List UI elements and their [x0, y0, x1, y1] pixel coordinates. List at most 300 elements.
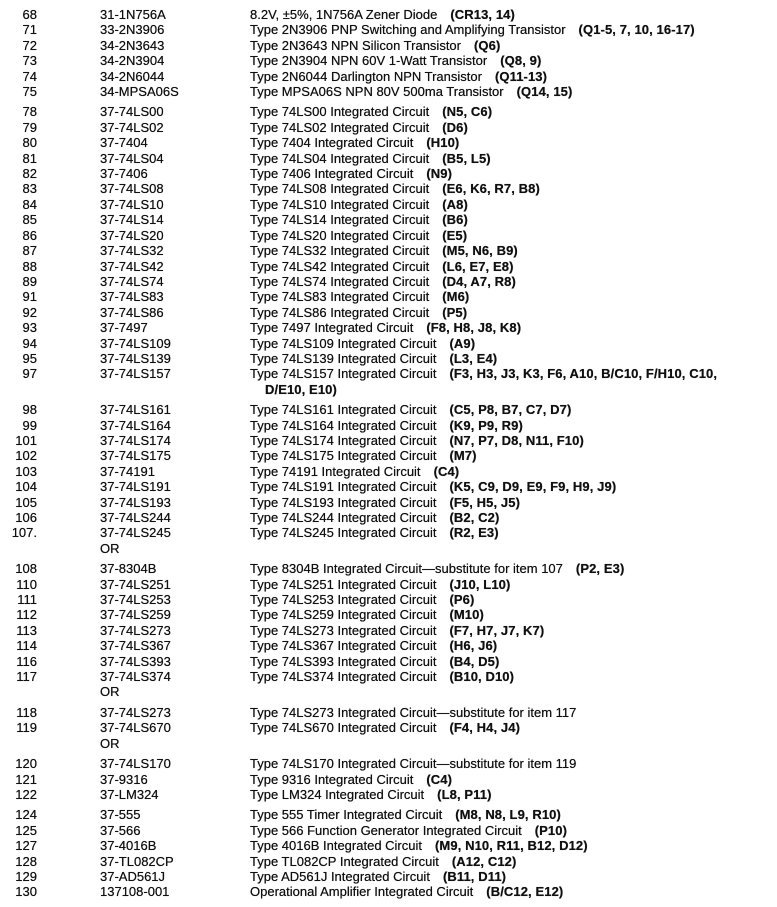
- table-row: [0, 884, 777, 899]
- part-number: 37-4016B: [100, 838, 157, 854]
- circuit-locations: (C4): [433, 463, 460, 479]
- circuit-locations: (F8, H8, J8, K8): [426, 320, 522, 336]
- part-number: 37-74LS74: [100, 273, 164, 289]
- table-row: [0, 351, 777, 366]
- table-row: [0, 320, 777, 335]
- description-text: Type 74LS00 Integrated Circuit: [250, 104, 430, 120]
- description-text: Type 7404 Integrated Circuit: [250, 135, 414, 151]
- circuit-locations: (B10, D10): [449, 669, 515, 685]
- circuit-locations: (L8, P11): [437, 786, 492, 802]
- circuit-locations: (P10): [534, 822, 568, 838]
- part-number: OR: [100, 684, 120, 700]
- circuit-locations: (M10): [449, 607, 484, 623]
- table-row: [0, 274, 777, 289]
- item-number: 121: [15, 771, 37, 787]
- circuit-locations: (D4, A7, R8): [442, 273, 516, 289]
- item-number: 97: [22, 366, 37, 382]
- description: [250, 787, 777, 802]
- part-number: 37-8304B: [100, 561, 157, 577]
- table-row: [0, 305, 777, 320]
- description-text: Type 74LS191 Integrated Circuit: [250, 479, 437, 495]
- description: [250, 479, 777, 494]
- table-row: [0, 166, 777, 181]
- circuit-locations: (L6, E7, E8): [442, 258, 514, 274]
- circuit-locations: (M6): [442, 289, 470, 305]
- item-number: 128: [15, 853, 37, 869]
- circuit-locations: (Q11-13): [494, 68, 548, 84]
- table-row: [0, 402, 777, 417]
- item-number: 99: [22, 417, 37, 433]
- item-number: 119: [16, 720, 37, 736]
- item-number: 85: [22, 212, 37, 228]
- description: [250, 228, 777, 243]
- description-text: 8.2V, ±5%, 1N756A Zener Diode: [250, 7, 438, 22]
- description-text: Type 9316 Integrated Circuit: [250, 771, 414, 787]
- description-text: Type 7406 Integrated Circuit: [250, 166, 414, 182]
- part-number: 37-74LS86: [100, 304, 164, 320]
- part-number: 37-74LS157: [100, 366, 171, 382]
- circuit-locations: (B5, L5): [442, 150, 491, 166]
- description-text: Type 4016B Integrated Circuit: [250, 838, 422, 854]
- circuit-locations: (N7, P7, D8, N11, F10): [449, 432, 584, 448]
- item-number: 129: [15, 868, 37, 884]
- item-number: 92: [22, 304, 37, 320]
- table-row: [0, 181, 777, 196]
- table-row: [0, 120, 777, 135]
- table-row: [0, 464, 777, 479]
- table-row: [0, 433, 777, 448]
- item-number: 78: [22, 104, 37, 120]
- description-text: Type 74LS175 Integrated Circuit: [250, 448, 437, 464]
- description-text: Type 74LS08 Integrated Circuit: [250, 181, 430, 197]
- part-number: OR: [100, 735, 120, 751]
- description: [250, 638, 777, 653]
- part-number: 37-74LS374: [100, 669, 171, 685]
- table-row: [0, 756, 777, 771]
- part-number: 37-7404: [100, 135, 148, 151]
- part-number: 37-74LS42: [100, 258, 164, 274]
- part-number: 37-74LS10: [100, 196, 164, 212]
- description: [250, 525, 777, 540]
- description-text: Type 74LS193 Integrated Circuit: [250, 494, 437, 510]
- description: [250, 69, 777, 84]
- item-number: 91: [22, 289, 37, 305]
- circuit-locations: (Q6): [473, 37, 501, 53]
- description: [250, 166, 777, 181]
- circuit-locations: (B/C12, E12): [486, 884, 564, 900]
- table-row: [0, 654, 777, 669]
- circuit-locations: (E5): [442, 227, 468, 243]
- description-text: Type 74LS367 Integrated Circuit: [250, 638, 437, 654]
- part-number: 37-74LS273: [100, 622, 171, 638]
- table-row: [0, 38, 777, 53]
- description: [250, 464, 777, 479]
- circuit-locations: (M7): [449, 448, 477, 464]
- table-row: [0, 787, 777, 802]
- item-number: 79: [22, 119, 37, 135]
- circuit-locations: (Q1-5, 7, 10, 16-17): [578, 22, 695, 38]
- description: [250, 756, 777, 771]
- description-text: Type 74LS244 Integrated Circuit: [250, 510, 437, 525]
- description-text: Type 74LS74 Integrated Circuit: [250, 273, 430, 289]
- item-number: 111: [17, 592, 37, 608]
- description-text: Type MPSA06S NPN 80V 500ma Transistor: [250, 84, 504, 100]
- description: [250, 197, 777, 212]
- table-row: [0, 336, 777, 351]
- item-number: 74: [22, 68, 37, 84]
- table-row: [0, 669, 777, 684]
- circuit-locations: (B2, C2): [449, 510, 500, 525]
- description-text: Type 74LS04 Integrated Circuit: [250, 150, 430, 166]
- circuit-locations: (H6, J6): [449, 638, 498, 654]
- table-row: [0, 577, 777, 592]
- description: [250, 705, 777, 720]
- circuit-locations: (H10): [426, 135, 460, 151]
- part-number: 34-2N6044: [100, 68, 165, 84]
- description: [250, 181, 777, 196]
- circuit-locations: (A8): [442, 196, 468, 212]
- circuit-locations: (N5, C6): [442, 104, 493, 120]
- description-text: Type 555 Timer Integrated Circuit: [250, 807, 443, 823]
- table-row: [0, 228, 777, 243]
- table-row: [0, 838, 777, 853]
- table-row: [0, 104, 777, 119]
- description: [250, 22, 777, 37]
- table-row: [0, 366, 777, 397]
- item-number: 106: [15, 510, 37, 525]
- part-number: 37-74LS164: [100, 417, 171, 433]
- circuit-locations: (D6): [442, 119, 468, 135]
- item-number: 75: [22, 84, 37, 100]
- item-number: 87: [22, 243, 37, 259]
- item-number: 117: [16, 669, 37, 685]
- circuit-locations: (P5): [442, 304, 468, 320]
- description-text: Type 2N6044 Darlington NPN Transistor: [250, 68, 482, 84]
- table-row: [0, 7, 777, 22]
- description-text: Type 2N3643 NPN Silicon Transistor: [250, 37, 461, 53]
- table-row: [0, 561, 777, 576]
- description: [250, 53, 777, 68]
- item-number: 80: [22, 135, 37, 151]
- description: [250, 720, 777, 735]
- description: [250, 84, 777, 99]
- item-number: 101: [15, 432, 37, 448]
- part-number: 37-74LS83: [100, 289, 164, 305]
- description-text: Type 74LS273 Integrated Circuit: [250, 622, 437, 638]
- part-number: 37-74LS14: [100, 212, 164, 228]
- table-row: [0, 479, 777, 494]
- description-text: Type 74LS109 Integrated Circuit: [250, 335, 437, 351]
- description-text: Type 74LS174 Integrated Circuit: [250, 432, 437, 448]
- table-row: [0, 212, 777, 227]
- description-text: Type TL082CP Integrated Circuit: [250, 853, 439, 869]
- description: [250, 151, 777, 166]
- description: [250, 592, 777, 607]
- description: [250, 418, 777, 433]
- item-number: 114: [16, 638, 37, 654]
- part-number: 34-2N3904: [100, 53, 165, 69]
- table-row: [0, 259, 777, 274]
- parts-list: [0, 7, 777, 900]
- part-number: 37-AD561J: [100, 868, 166, 884]
- table-row: [0, 448, 777, 463]
- description: [250, 289, 777, 304]
- description: [250, 336, 777, 351]
- circuit-locations: (P6): [449, 592, 475, 608]
- description: [250, 351, 777, 366]
- description: [250, 869, 777, 884]
- item-number: 82: [22, 166, 37, 182]
- description-text: Type 74LS245 Integrated Circuit: [250, 525, 437, 541]
- description-text: Type 74LS251 Integrated Circuit: [250, 576, 437, 592]
- part-number: 37-74LS32: [100, 243, 164, 259]
- part-number: OR: [100, 540, 120, 556]
- table-row: [0, 607, 777, 622]
- description-text: Type 74191 Integrated Circuit: [250, 463, 421, 479]
- table-row: [0, 684, 777, 699]
- circuit-locations: (Q8, 9): [500, 53, 542, 69]
- table-row: [0, 807, 777, 822]
- description-text: Type 74LS374 Integrated Circuit: [250, 669, 437, 685]
- part-number: 37-74LS139: [100, 350, 171, 366]
- part-number: 37-TL082CP: [100, 853, 174, 869]
- table-row: [0, 53, 777, 68]
- item-number: 86: [22, 227, 37, 243]
- item-number: 83: [22, 181, 37, 197]
- circuit-locations: (CR13, 14): [450, 7, 515, 22]
- description-text: Type 74LS393 Integrated Circuit: [250, 653, 437, 669]
- description-text: Type 74LS42 Integrated Circuit: [250, 258, 430, 274]
- description-text: Type 8304B Integrated Circuit—substitute for item 107: [250, 561, 563, 577]
- part-number: 37-74LS251: [100, 576, 171, 592]
- item-number: 68: [22, 7, 37, 22]
- item-number: 116: [16, 653, 37, 669]
- description-text: Type 74LS02 Integrated Circuit: [250, 119, 430, 135]
- description: [250, 243, 777, 258]
- description: [250, 669, 777, 684]
- table-row: [0, 541, 777, 556]
- table-row: [0, 592, 777, 607]
- circuit-locations: (B11, D11): [442, 868, 507, 884]
- part-number: 33-2N3906: [100, 22, 165, 38]
- item-number: 89: [22, 273, 37, 289]
- item-number: 110: [16, 576, 37, 592]
- item-number: 98: [22, 402, 37, 418]
- description-text: Type 74LS259 Integrated Circuit: [250, 607, 437, 623]
- circuit-locations: (M8, N8, L9, R10): [455, 807, 561, 823]
- part-number: 37-7406: [100, 166, 148, 182]
- description-text: Type LM324 Integrated Circuit: [250, 786, 425, 802]
- part-number: 37-74LS20: [100, 227, 164, 243]
- item-number: 130: [15, 884, 37, 900]
- part-number: 34-2N3643: [100, 37, 165, 53]
- table-row: [0, 197, 777, 212]
- item-number: 127: [15, 838, 37, 854]
- item-number: 108: [15, 561, 37, 577]
- circuit-locations: (F3, H3, J3, K3, F6, A10, B/C10, F/H10, C10,: [449, 366, 718, 382]
- circuit-locations: (B6): [442, 212, 468, 228]
- table-row: [0, 289, 777, 304]
- description-text: Type 74LS273 Integrated Circuit—substitute for item 117: [250, 704, 577, 720]
- table-row: [0, 823, 777, 838]
- part-number: 37-74LS175: [100, 448, 171, 464]
- description: [250, 7, 777, 22]
- table-row: [0, 418, 777, 433]
- circuit-locations: (P2, E3): [575, 561, 625, 577]
- table-row: [0, 623, 777, 638]
- description-text: Type 74LS157 Integrated Circuit: [250, 366, 437, 382]
- part-number: 37-74LS244: [100, 510, 171, 525]
- part-number: 37-7497: [100, 320, 148, 336]
- description: [250, 884, 777, 899]
- circuit-locations: (Q14, 15): [516, 84, 573, 100]
- item-number: 81: [22, 150, 37, 166]
- part-number: 34-MPSA06S: [100, 84, 179, 100]
- description-text: Type 74LS14 Integrated Circuit: [250, 212, 430, 228]
- description: [250, 654, 777, 669]
- circuit-locations: (B4, D5): [449, 653, 500, 669]
- table-row: [0, 22, 777, 37]
- part-number: 37-74LS174: [100, 432, 171, 448]
- table-row: [0, 510, 777, 525]
- item-number: 112: [16, 607, 37, 623]
- part-number: 37-74LS00: [100, 104, 164, 120]
- circuit-locations: (M9, N10, R11, B12, D12): [435, 838, 588, 854]
- description: [250, 807, 777, 822]
- item-number: 118: [16, 704, 37, 720]
- part-number: 37-74LS161: [100, 402, 171, 418]
- table-row: [0, 69, 777, 84]
- description: [250, 561, 777, 576]
- item-number: 102: [15, 448, 37, 464]
- item-number: 95: [22, 350, 37, 366]
- description: [250, 212, 777, 227]
- table-row: [0, 720, 777, 735]
- part-number: 37-74LS04: [100, 150, 164, 166]
- item-number: 122: [15, 786, 37, 802]
- circuit-locations: (A12, C12): [451, 853, 517, 869]
- description: [250, 104, 777, 119]
- part-number: 137108-001: [100, 884, 170, 900]
- table-row: [0, 525, 777, 540]
- part-number: 37-74LS191: [100, 479, 171, 495]
- description: [250, 623, 777, 638]
- description: [250, 259, 777, 274]
- description: [250, 495, 777, 510]
- description-text: Type 566 Function Generator Integrated Circuit: [250, 822, 522, 838]
- part-number: 31-1N756A: [100, 7, 166, 22]
- circuit-locations: (M5, N6, B9): [442, 243, 518, 259]
- item-number: 125: [15, 822, 37, 838]
- description-text: Type 74LS670 Integrated Circuit: [250, 720, 437, 736]
- part-number: 37-74LS367: [100, 638, 171, 654]
- description: [250, 854, 777, 869]
- part-number: 37-74LS193: [100, 494, 171, 510]
- part-number: 37-74LS170: [100, 756, 171, 772]
- description: [250, 38, 777, 53]
- description-text: Type 74LS170 Integrated Circuit—substitute for item 119: [250, 756, 577, 772]
- description-text: Operational Amplifier Integrated Circuit: [250, 884, 474, 900]
- table-row: [0, 854, 777, 869]
- part-number: 37-74LS02: [100, 119, 164, 135]
- description-text: Type 7497 Integrated Circuit: [250, 320, 414, 336]
- description-text: Type 74LS253 Integrated Circuit: [250, 592, 437, 608]
- description: [250, 305, 777, 320]
- circuit-locations: (L3, E4): [449, 350, 498, 366]
- part-number: 37-74LS259: [100, 607, 171, 623]
- item-number: 120: [15, 756, 37, 772]
- description-text: Type 74LS20 Integrated Circuit: [250, 227, 430, 243]
- table-row: [0, 151, 777, 166]
- description: [250, 120, 777, 135]
- description-text: Type 74LS139 Integrated Circuit: [250, 350, 437, 366]
- description: [250, 135, 777, 150]
- description: [250, 402, 777, 417]
- item-number: 103: [15, 463, 37, 479]
- part-number: 37-74LS670: [100, 720, 171, 736]
- description-text: Type 74LS161 Integrated Circuit: [250, 402, 437, 418]
- circuit-locations: (F4, H4, J4): [449, 720, 521, 736]
- description: [250, 577, 777, 592]
- description: [250, 607, 777, 622]
- item-number: 124: [15, 807, 37, 823]
- description: [250, 320, 777, 335]
- circuit-locations: (R2, E3): [449, 525, 499, 541]
- part-number: 37-566: [100, 822, 141, 838]
- item-number: 72: [22, 37, 37, 53]
- circuit-locations: (K5, C9, D9, E9, F9, H9, J9): [449, 479, 617, 495]
- part-number: 37-74LS245: [100, 525, 171, 541]
- table-row: [0, 495, 777, 510]
- item-number: 73: [22, 53, 37, 69]
- description-text: Type 74LS10 Integrated Circuit: [250, 196, 430, 212]
- description: [250, 448, 777, 463]
- part-number: 37-9316: [100, 771, 148, 787]
- table-row: [0, 869, 777, 884]
- circuit-locations: (E6, K6, R7, B8): [442, 181, 540, 197]
- circuit-locations: (J10, L10): [449, 576, 511, 592]
- description-text: Type 74LS83 Integrated Circuit: [250, 289, 430, 305]
- table-row: [0, 84, 777, 99]
- description: [250, 274, 777, 289]
- description-text: Type 2N3904 NPN 60V 1-Watt Transistor: [250, 53, 488, 69]
- table-row: [0, 638, 777, 653]
- circuit-locations: (F7, H7, J7, K7): [449, 622, 545, 638]
- table-row: [0, 736, 777, 751]
- description: [250, 510, 777, 525]
- part-number: 37-555: [100, 807, 141, 823]
- table-row: [0, 772, 777, 787]
- item-number: 88: [22, 258, 37, 274]
- item-number: 94: [22, 335, 37, 351]
- item-number: 107.: [11, 525, 37, 541]
- table-row: [0, 705, 777, 720]
- item-number: 113: [16, 622, 37, 638]
- part-number: 37-74LS253: [100, 592, 171, 608]
- part-number: 37-LM324: [100, 786, 159, 802]
- description-text: Type 74LS86 Integrated Circuit: [250, 304, 430, 320]
- item-number: 93: [22, 320, 37, 336]
- table-row: [0, 135, 777, 150]
- circuit-locations: (C4): [426, 771, 453, 787]
- description: [250, 838, 777, 853]
- circuit-locations: (F5, H5, J5): [449, 494, 521, 510]
- part-number: 37-74LS273: [100, 704, 171, 720]
- circuit-locations: (C5, P8, B7, C7, D7): [449, 402, 572, 418]
- description-text: Type 74LS164 Integrated Circuit: [250, 417, 437, 433]
- description: [250, 772, 777, 787]
- part-number: 37-74191: [100, 463, 155, 479]
